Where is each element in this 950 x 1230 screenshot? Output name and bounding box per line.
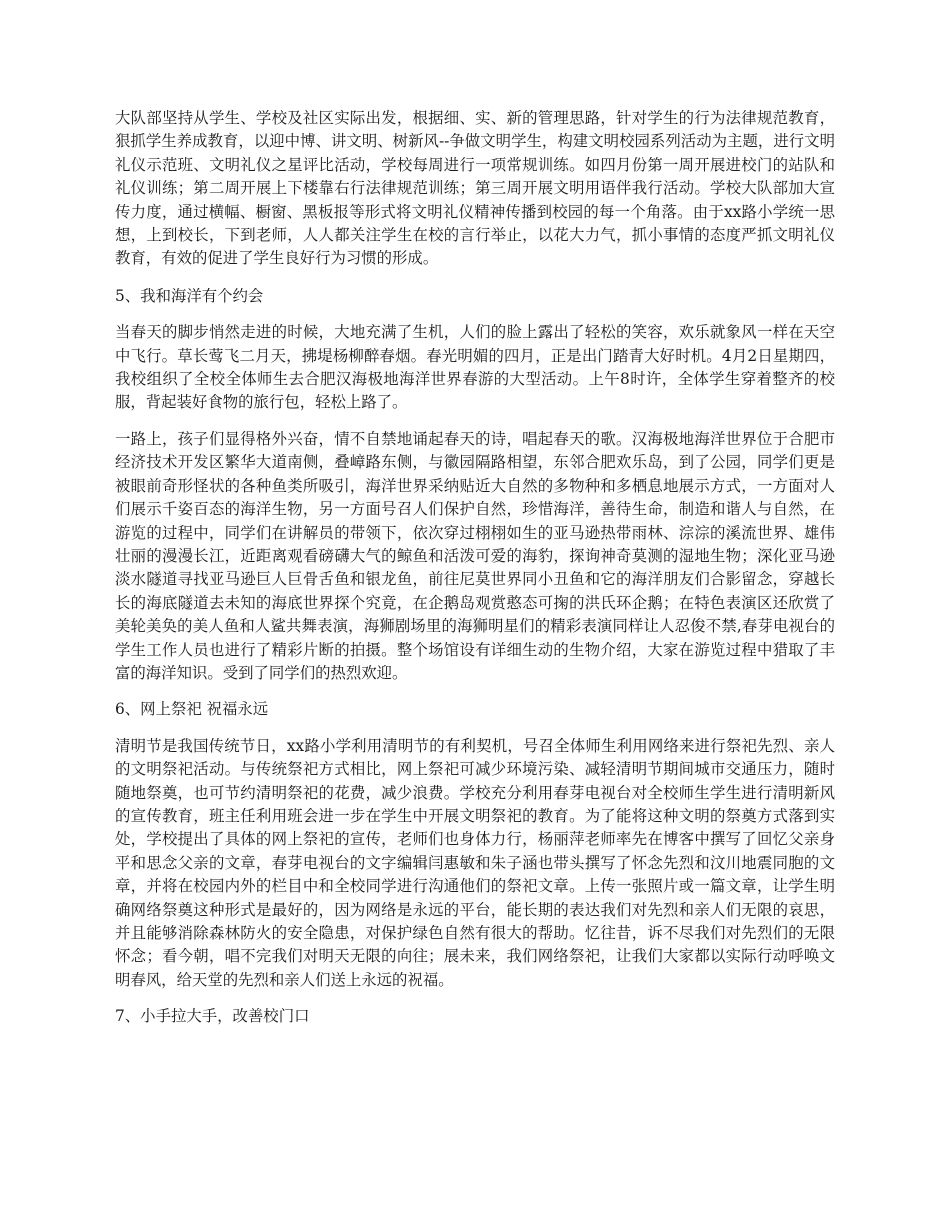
section-heading-6: 6、网上祭祀 祝福永远 — [115, 700, 269, 719]
paragraph-civility-education: 大队部坚持从学生、学校及社区实际出发，根据细、实、新的管理思路，针对学生的行为法律规范教育，狠抓学生养成教育，以迎中博、讲文明、树新风--争做文明学生，构建文明校园系列活动为主题，进行文明礼仪示范班、文明礼仪之星评比活动，学校每周进行一项常规训练。如四月份第一周开展进校门的站队和礼仪训练；第二周开展上下楼靠右行法律规范训练；第三周开展文明用语伴我行活动。学校大队部加大宣传力度，通过横幅、橱窗、黑板报等形式将文明礼仪精神传播到校园的每一个角落。由于xx路小学统一思想，上到校长，下到老师，人人都关注学生在校的言行举止，以花大力气，抓小事情的态度严抓文明礼仪教育，有效的促进了学生良好行为习惯的形成。 — [115, 109, 835, 268]
section-heading-7: 7、小手拉大手，改善校门口 — [115, 1007, 310, 1026]
paragraph-spring-outing-intro: 当春天的脚步悄然走进的时候，大地充满了生机，人们的脸上露出了轻松的笑容，欢乐就象风一样在天空中飞行。草长莺飞二月天，拂堤杨柳醉春烟。春光明媚的四月，正是出门踏青大好时机。4月2日星期四，我校组织了全校全体师生去合肥汉海极地海洋世界春游的大型活动。上午8时许，全体学生穿着整齐的校服，背起装好食物的旅行包，轻松上路了。 — [115, 323, 835, 412]
paragraph-ocean-world-visit: 一路上，孩子们显得格外兴奋，情不自禁地诵起春天的诗，唱起春天的歌。汉海极地海洋世界位于合肥市经济技术开发区繁华大道南侧，叠嶂路东侧，与徽园隔路相望，东邻合肥欢乐岛，到了公园，同学们更是被眼前奇形怪状的各种鱼类所吸引，海洋世界采纳贴近大自然的多物种和多栖息地展示方式，一方面对人们展示千姿百态的海洋生物，另一方面号召人们保护自然，珍惜海洋，善待生命，制造和谐人与自然，在游览的过程中，同学们在讲解员的带领下，依次穿过栩栩如生的亚马逊热带雨林、淙淙的溪流世界、雄伟壮丽的漫漫长江，近距离观看磅礴大气的鲸鱼和活泼可爱的海豹，探询神奇莫测的湿地生物；深化亚马逊淡水隧道寻找亚马逊巨人巨骨舌鱼和银龙鱼，前往尼莫世界同小丑鱼和它的海洋朋友们合影留念，穿越长长的海底隧道去未知的海底世界探个究竟，在企鹅岛观赏憨态可掬的洪氏环企鹅；在特色表演区还欣赏了美轮美奂的美人鱼和人鲨共舞表演，海狮剧场里的海狮明星们的精彩表演同样让人忍俊不禁,春芽电视台的学生工作人员也进行了精彩片断的拍摄。整个场馆设有详细生动的生物介绍，大家在游览过程中猎取了丰富的海洋知识。受到了同学们的热烈欢迎。 — [115, 429, 835, 682]
section-heading-5: 5、我和海洋有个约会 — [115, 286, 264, 305]
paragraph-online-memorial: 清明节是我国传统节日，xx路小学利用清明节的有利契机，号召全体师生利用网络来进行祭祀先烈、亲人的文明祭祀活动。与传统祭祀方式相比，网上祭祀可减少环境污染、减轻清明节期间城市交通压力，随时随地祭奠，也可节约清明祭祀的花费，减少浪费。学校充分利用春芽电视台对全校师生学生进行清明新风的宣传教育，班主任利用班会进一步在学生中开展文明祭祀的教育。为了能将这种文明的祭奠方式落到实处，学校提出了具体的网上祭祀的宣传，老师们也身体力行，杨丽萍老师率先在博客中撰写了回忆父亲身平和思念父亲的文章，春芽电视台的文字编辑闫惠敏和朱子涵也带头撰写了怀念先烈和汶川地震同胞的文章，并将在校园内外的栏目中和全校同学进行沟通他们的祭祀文章。上传一张照片或一篇文章，让学生明确网络祭奠这种形式是最好的，因为网络是永远的平台，能长期的表达我们对先烈和亲人们无限的哀思，并且能够消除森林防火的安全隐患，对保护绿色自然有很大的帮助。忆往昔，诉不尽我们对先烈们的无限怀念；看今朝，唱不完我们对明天无限的向往；展未来，我们网络祭祀，让我们大家都以实际行动呼唤文明春风，给天堂的先烈和亲人们送上永远的祝福。 — [115, 736, 835, 989]
